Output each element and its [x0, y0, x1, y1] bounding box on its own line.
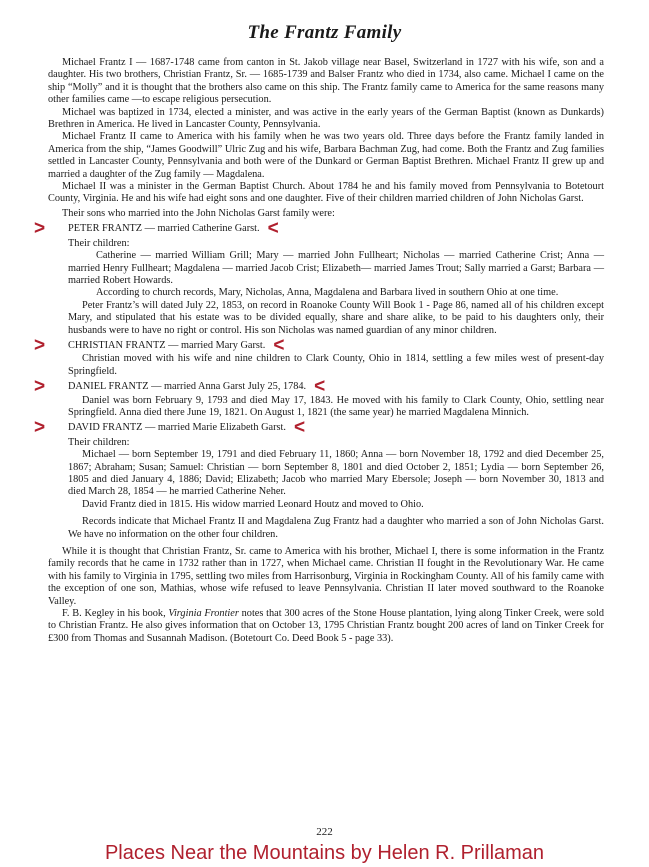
heading-daniel-frantz: [34, 376, 604, 398]
peter-church-records: According to church records, Mary, Nicholas, Anna, Magdalena and Barbara lived in southern Ohio at one time.: [96, 287, 559, 299]
left-marker-arrow-icon: >: [34, 218, 46, 240]
paragraph-records: Records indicate that Michael Frantz II and Magdalena Zug Frantz had a daughter who married a son of John Nicholas Garst. We have no information on the other four children.: [68, 516, 604, 540]
david-children-list: Michael — born September 19, 1791 and died February 11, 1860; Anna — born November 18, 1792 and died December 25, 1867; Abraham; Susan; Samuel: Christian — born September 8, 1801 and died October 2, 1851; Lydia — born September 26, 1805 and died January 4, 1886; David; Elizabeth; Jacob who married Mary Ebersole; Joseph — born November 30, 1813 and died March 28, 1854 — he married Catherine Neher.: [68, 449, 604, 498]
heading-daniel-text: DANIEL FRANTZ — married Anna Garst July 25, 1784.: [68, 381, 307, 393]
peter-children-label: Their children:: [68, 237, 130, 249]
peter-will: Peter Frantz’s will dated July 22, 1853, on record in Roanoke County Will Book 1 - Page 86, named all of his children except Mary, and stipulated that his estate was to be divided equally, share and share alike, to be paid to his daughters only, their husbands were to have no right or control. His son Nicholas was named guardian of any minor children.: [68, 299, 604, 336]
heading-david-frantz: [34, 417, 604, 439]
heading-peter-frantz: [34, 218, 604, 240]
page-title: The Frantz Family: [247, 22, 402, 43]
heading-peter-text: PETER FRANTZ — married Catherine Garst.: [68, 223, 260, 235]
left-marker-arrow-icon: >: [34, 417, 46, 439]
daniel-text: Daniel was born February 9, 1793 and died May 17, 1843. He moved with his family to Clark County, Ohio, settling near Springfield. Anna died there June 19, 1821. On August 1, 1821 (the same year) he married Magdalena Minnich.: [68, 394, 604, 418]
paragraph-christian-sr: While it is thought that Christian Frantz, Sr. came to America with his brother, Michael I, there is some information in the Frantz family records that he came in 1732 rather than in 1727, when Michael came. Christian II fought in the Revolutionary War. He came with his family to Virginia in 1795, settling two miles from Harrisonburg, Virginia in Rockingham County. All of his family came with the exception of one son, Mathias, whose wife refused to leave Pennsylvania. Christian II later moved southward to the Roanoke Valley.: [48, 546, 604, 607]
source-caption: Places Near the Mountains by Helen R. Prillaman: [104, 842, 545, 864]
paragraph-michael-ii: Michael Frantz II came to America with his family when he was two years old. Three days before the Frantz family landed in America from the ship, “James Goodwill” Ulric Zug and his wife, Barbara Bachman Zug, had come. Both the Frantz and Zug families settled in Lancaster County, Pennsylvania and both were of the Dunkard or German Baptist Brethren. Michael Frantz II grew up and married a daughter of the Zug family — Magdalena.: [48, 131, 604, 180]
article-body: [34, 57, 604, 645]
heading-christian-frantz: [34, 334, 604, 356]
david-death: David Frantz died in 1815. His widow married Leonard Houtz and moved to Ohio.: [82, 498, 424, 510]
right-marker-arrow-icon: <: [267, 218, 279, 240]
right-marker-arrow-icon: <: [294, 417, 306, 439]
heading-christian-text: CHRISTIAN FRANTZ — married Mary Garst.: [68, 339, 266, 351]
christian-text: Christian moved with his wife and nine children to Clark County, Ohio in 1814, settling a few miles west of present-day Springfield.: [68, 353, 604, 377]
paragraph-kegley: [48, 608, 604, 645]
right-marker-arrow-icon: <: [314, 376, 326, 398]
paragraph-michael-i: Michael Frantz I — 1687-1748 came from canton in St. Jakob village near Basel, Switzerland in 1727 with his wife, son and a daughter. His two brothers, Christian Frantz, Sr. — 1685-1739 and Balser Frantz who died in 1734, also came. Michael I came on the ship “Molly” and it is thought that the brothers also came on this ship. The Frantz family came to America for the same reasons many other families came —to escape religious persecution.: [48, 57, 604, 106]
left-marker-arrow-icon: >: [34, 376, 46, 398]
left-marker-arrow-icon: >: [34, 334, 46, 356]
kegley-book-title: Virginia Frontier: [168, 608, 239, 620]
paragraph-minister: Michael II was a minister in the German Baptist Church. About 1784 he and his family moved from Pennsylvania to Botetourt County, Virginia. He and his wife had eight sons and one daughter. Five of their children married children of John Nicholas Garst.: [48, 181, 604, 205]
david-children-label: Their children:: [68, 436, 130, 448]
page-number: 222: [316, 826, 333, 838]
kegley-lead: F. B. Kegley in his book,: [62, 608, 166, 620]
paragraph-baptized: Michael was baptized in 1734, elected a minister, and was active in the early years of the German Baptist (known as Dunkards) Brethren in America. He lived in Lancaster County, Pennsylvania.: [48, 106, 604, 131]
paragraph-sons-intro: Their sons who married into the John Nicholas Garst family were:: [62, 207, 335, 219]
kegley-rest: notes that 300 acres of the Stone House plantation, lying along Tinker Creek, were sold to Christian Frantz. He also gives information that on October 13, 1795 Christian Frantz bought 200 acres of land on Tinker Creek for £300 from Thomas and Susannah Madison. (Botetourt Co. Deed Book 5 - page 33).: [48, 608, 604, 644]
heading-david-text: DAVID FRANTZ — married Marie Elizabeth Garst.: [68, 422, 286, 434]
peter-children-list: Catherine — married William Grill; Mary — married John Fullheart; Nicholas — married Catherine Crist; Anna — married Henry Fullheart; Magdalena — married Jacob Crist; Elizabeth— married James Trout; Sally married a Garst; Barbara — married Robert Howards.: [68, 250, 604, 286]
right-marker-arrow-icon: <: [273, 334, 285, 356]
